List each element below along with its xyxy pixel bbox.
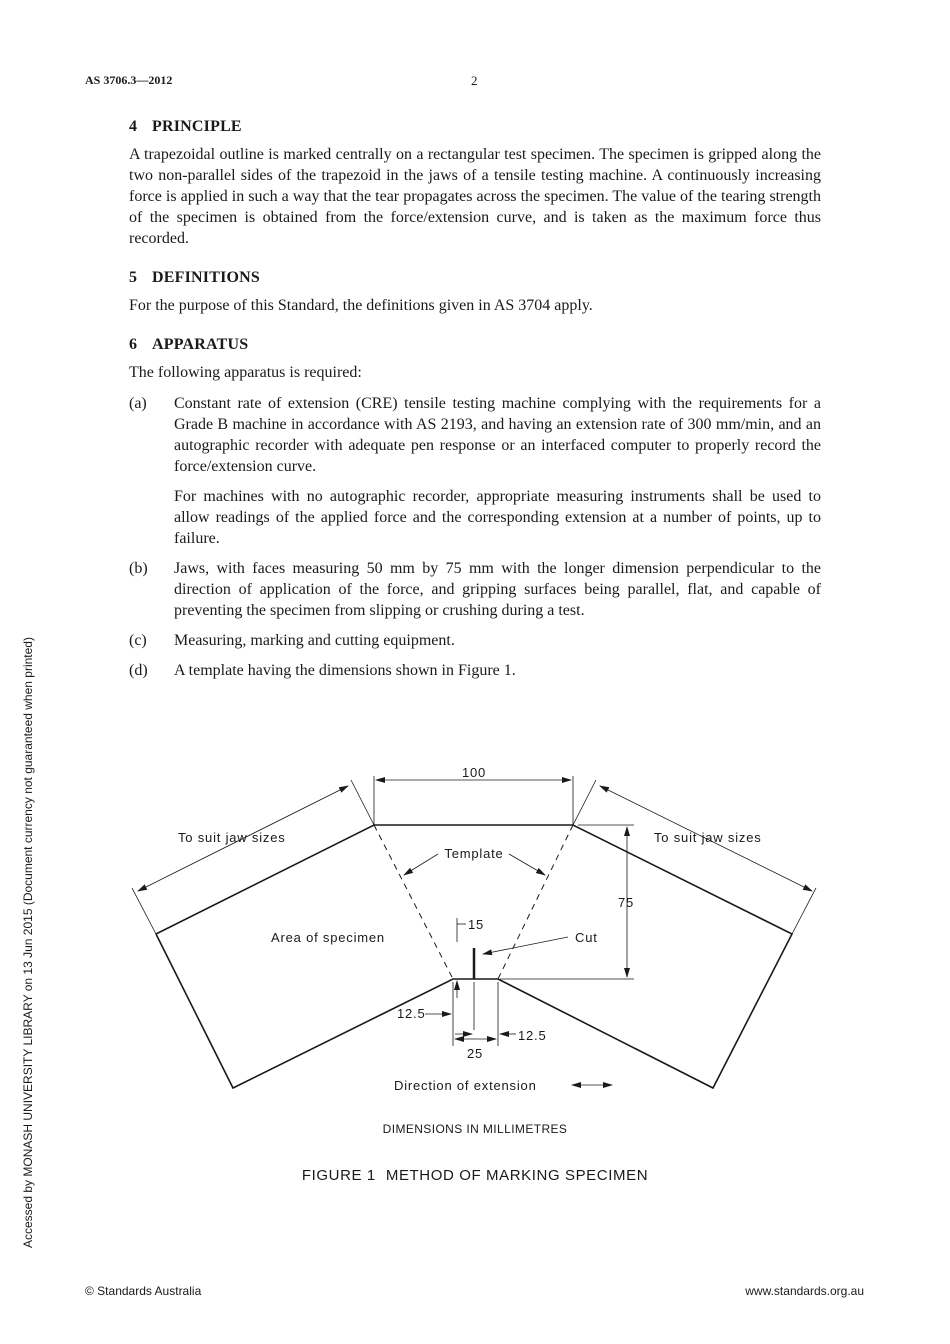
section-heading: 4 PRINCIPLE <box>129 118 242 135</box>
list-item <box>129 660 821 681</box>
label-right-offset: 12.5 <box>518 1028 547 1043</box>
list-item-label: (c) <box>129 632 147 649</box>
label-left-jaw: To suit jaw sizes <box>178 830 286 845</box>
section-intro: The following apparatus is required: <box>129 364 362 381</box>
list-item-label: (d) <box>129 662 148 679</box>
list-item <box>129 558 821 621</box>
label-area: Area of specimen <box>271 930 385 945</box>
standard-id: AS 3706.3—2012 <box>85 73 173 87</box>
list-item-text: Measuring, marking and cutting equipment. <box>174 632 455 649</box>
list-item-label: (a) <box>129 395 147 412</box>
section-definitions <box>129 269 821 316</box>
label-top-width: 100 <box>461 765 487 780</box>
label-bottom-width: 25 <box>466 1046 484 1061</box>
page-number: 2 <box>471 73 478 88</box>
figure-caption <box>0 1167 950 1184</box>
list-item-text: A template having the dimensions shown in Figure 1. <box>174 662 516 679</box>
label-cut: Cut <box>575 930 598 945</box>
section-heading: 6 APPARATUS <box>129 336 249 353</box>
specimen-diagram <box>0 740 950 1110</box>
dimensions-note: DIMENSIONS IN MILLIMETRES <box>382 1122 568 1136</box>
list-item <box>129 393 821 549</box>
label-right-jaw: To suit jaw sizes <box>654 830 762 845</box>
section-apparatus <box>129 336 821 681</box>
access-notice: Accessed by MONASH UNIVERSITY LIBRARY on 13 Jun 2015 (Document currency not guaranteed when printed) <box>21 637 35 1248</box>
section-heading: 5 DEFINITIONS <box>129 269 261 286</box>
section-paragraph: A trapezoidal outline is marked centrally on a rectangular test specimen. The specimen is gripped along the two non-parallel sides of the trapezoid in the jaws of a tensile testing machine. A continuously increasing force is applied in such a way that the tear propagates across the specimen. The value of the tearing strength of the specimen is obtained from the force/extension curve, and is taken as the maximum force thus recorded. <box>129 146 821 247</box>
figure-title: METHOD OF MARKING SPECIMEN <box>385 1167 649 1184</box>
list-item-text: Constant rate of extension (CRE) tensile testing machine complying with the requirements for a Grade B machine in accordance with AS 2193, and having an extension rate of 300 mm/min, and an autographic recorder with adequate pen response or an interfaced computer to properly record the force/extension curve. <box>174 395 821 475</box>
label-template: Template <box>444 846 504 861</box>
list-item-text: Jaws, with faces measuring 50 mm by 75 mm with the longer dimension perpendicular to the direction of application of the force, and gripping surfaces being parallel, flat, and capable of preventing the specimen from slipping or crushing during a test. <box>174 560 821 619</box>
section-paragraph: For the purpose of this Standard, the definitions given in AS 3704 apply. <box>129 297 593 314</box>
label-direction: Direction of extension <box>394 1078 537 1093</box>
label-height: 75 <box>618 895 635 910</box>
section-principle <box>129 118 821 249</box>
list-item-label: (b) <box>129 560 148 577</box>
document-body <box>129 118 821 701</box>
label-left-offset: 12.5 <box>397 1006 426 1021</box>
extension-lines <box>132 776 816 1046</box>
figure-number: FIGURE 1 <box>301 1167 376 1184</box>
footer-copyright: © Standards Australia <box>85 1284 202 1298</box>
label-cut-length: 15 <box>468 917 485 932</box>
list-item-note: For machines with no autographic recorder, appropriate measuring instruments shall be used to allow readings of the applied force and the corresponding extension at a number of points, up to failure. <box>174 488 821 547</box>
list-item <box>129 630 821 651</box>
footer-website: www.standards.org.au <box>745 1284 864 1298</box>
